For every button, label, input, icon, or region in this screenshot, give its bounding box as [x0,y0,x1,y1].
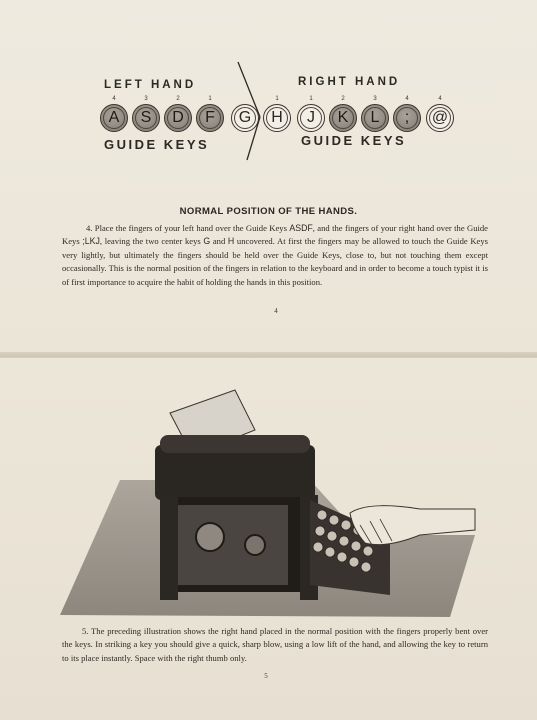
guide-key-s [132,104,160,132]
guide-key-a [100,104,128,132]
finger-number: 4 [112,96,116,102]
guide-key-label: K [332,107,354,129]
guide-key-h [263,104,291,132]
guide-key-label: F [199,107,221,129]
finger-number: 1 [309,96,313,102]
finger-number: 1 [275,96,279,102]
paragraph-4 [62,222,488,289]
finger-number: 3 [373,96,377,102]
guide-key-f [196,104,224,132]
finger-number: 1 [208,96,212,102]
right-guide-keys-label: GUIDE KEYS [301,133,407,148]
guide-key-label: J [300,107,322,129]
paragraph-4-text-d: and [210,236,228,247]
paragraph-4-text-c: , leaving the two center keys [99,236,204,247]
guide-key-d [164,104,192,132]
guide-key-label: H [266,107,288,129]
right-hand-label: RIGHT HAND [298,76,401,88]
guide-key-label: S [135,107,157,129]
page-number-4: 4 [274,307,278,315]
guide-key-j [297,104,325,132]
guide-key-label: @ [429,107,451,129]
guide-key-semicolon [393,104,421,132]
center-key-g-text: G [203,236,211,247]
hand-divider-line [0,0,537,180]
guide-key-label: D [167,107,189,129]
typewriter-illustration [60,385,480,620]
guide-key-label: L [364,107,386,129]
guide-key-g [231,104,259,132]
guide-keys-right-text: ;LKJ [82,236,100,247]
finger-number: 4 [405,96,409,102]
left-hand-label: LEFT HAND [104,79,197,91]
finger-number: 2 [341,96,345,102]
paragraph-4-text-a: 4. Place the fingers of your left hand over the Guide Keys [86,223,290,233]
guide-key-at [426,104,454,132]
paragraph-4-text-e: uncovered. At first the fingers may be allowed to touch the Guide Keys very lightly, but ultimately the fingers should be held over the Guide Keys, close to, but not touching them except occasionally. This is the normal position of the fingers in relation to the keyboard and in order to become a touch typist it is of first importance to acquire the habit of holding the hands in this position. [62,236,488,287]
guide-key-l [361,104,389,132]
guide-key-label: G [234,107,256,129]
left-guide-keys-label: GUIDE KEYS [104,137,210,152]
page-number-5: 5 [264,672,268,680]
guide-keys-left-text: ASDF [289,223,313,233]
guide-key-label: A [103,107,125,129]
paragraph-5: 5. The preceding illustration shows the right hand placed in the normal position with the fingers properly bent over the keys. In striking a key you should give a quick, sharp blow, using a low lift of the hand, and allowing the key to return to its place instantly. Space with the right thumb only. [62,626,488,663]
guide-key-k [329,104,357,132]
section-heading: NORMAL POSITION OF THE HANDS. [179,206,358,217]
guide-key-label: ; [396,107,418,129]
paragraph-4-text-b: , and the fingers of your right hand over the Guide Keys [62,223,488,247]
center-key-h-text: H [227,236,235,247]
finger-number: 2 [176,96,180,102]
finger-number: 3 [144,96,148,102]
finger-number: 4 [438,96,442,102]
